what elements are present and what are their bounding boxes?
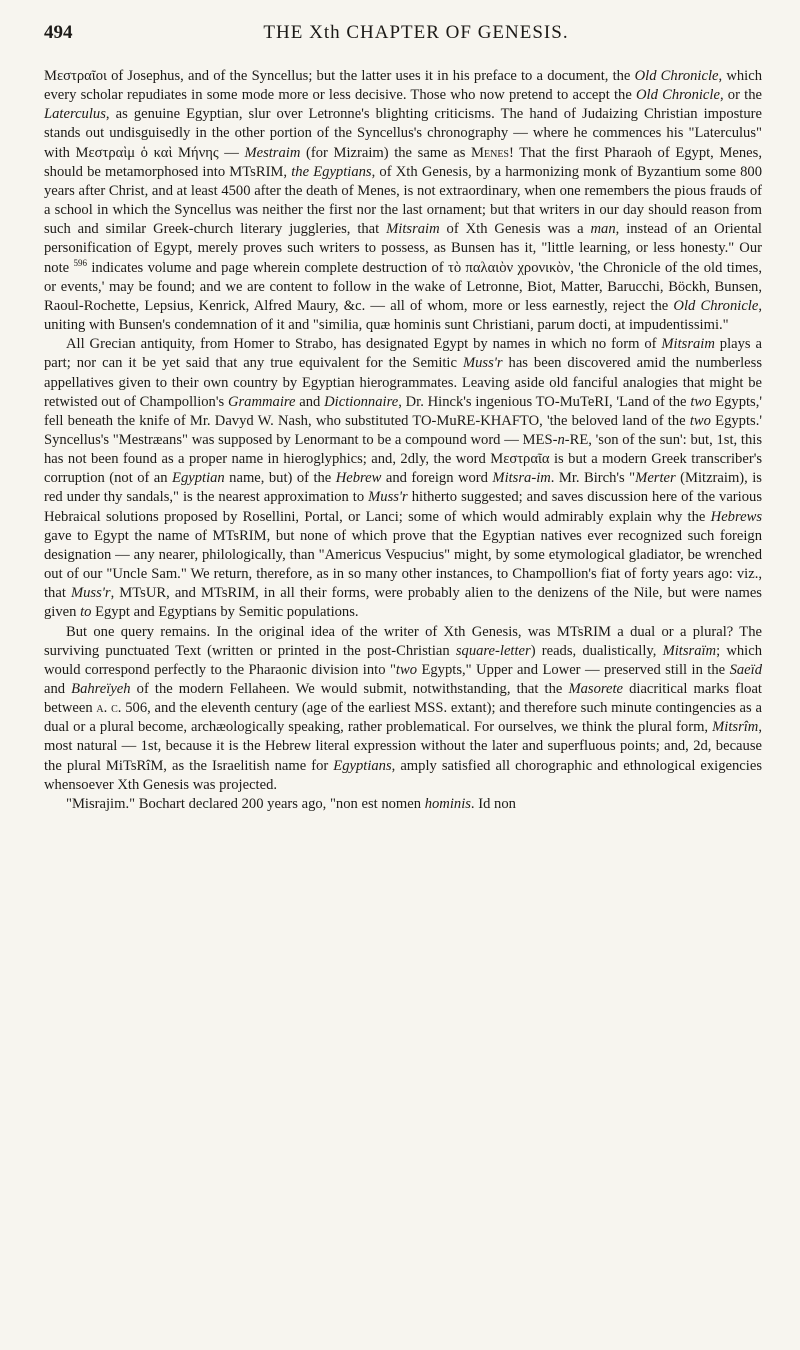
text-run: "Misrajim." Bochart declared 200 years ago, "non est nomen <box>66 795 425 812</box>
text-run: -RE, 'son of the sun': but, 1st, this has not been found as a proper name in hieroglyphics; and, 2dly, the word Μεστραῖα is but a modern Greek transcriber's corruption (not of an <box>44 431 762 487</box>
text-run: has been discovered amid the numberless appellatives given to their own country by Egyptian hierogrammates. Leaving aside old fanciful analogies that might be retwisted out of Champollion's <box>44 355 762 410</box>
small-caps-text: Menes <box>471 144 509 161</box>
text-run: , of Xth Genesis, by a harmonizing monk of Byzantium some 800 years after Christ, and at least 4500 after the death of Menes, is not extraordinary, when one remembers the pious frauds of a school in which the Syncellus was neither the first nor the last ornament; but that writers in our day should reason from such and similar Greek-church literary juggleries, that <box>44 163 762 238</box>
italic-text: Egyptians <box>333 757 392 774</box>
italic-text: Bahreïyeh <box>71 681 131 697</box>
italic-text: square-letter <box>455 642 531 659</box>
italic-text: to <box>80 604 92 621</box>
text-run: indicates volume and page wherein complete destruction of τὸ παλαιὸν χρονικὸν, 'the Chronicle of the old times, or events,' may be found; and we are content to follow in the wake of Letronne, Biot, Matter, Barucchi, Böckh, Bunsen, Raoul-Rochette, Lepsius, Kenrick, Alfred Maury, &c. — all of whom, more or less earnestly, reject the <box>44 259 762 314</box>
text-run: . Mr. Birch's " <box>550 470 636 487</box>
body-text <box>44 67 762 814</box>
running-head: THE Xth CHAPTER OF GENESIS. <box>263 22 569 43</box>
text-run: and <box>295 393 325 410</box>
italic-text: Muss'r <box>70 585 111 602</box>
text-run: Egypt and Egyptians by Semitic populations. <box>91 604 359 621</box>
italic-text: Mitsrîm <box>712 719 759 736</box>
text-run: 506, and the eleventh century (age of the earliest MSS. extant); and therefore such minute contingencies as a dual or a plural become, archæologically speaking, rather problematical. For ourselves, we think the plural form, <box>44 700 762 736</box>
text-run: and <box>44 681 72 697</box>
italic-text: Mestraim <box>244 144 301 161</box>
italic-text: Mitsraim <box>661 336 715 353</box>
italic-text: Grammaire <box>227 393 296 410</box>
italic-text: Mitsraïm <box>662 642 717 659</box>
italic-text: two <box>690 393 712 410</box>
italic-text: two <box>689 412 711 429</box>
footnote-reference: 596 <box>73 257 87 268</box>
text-run: . Id non <box>470 795 516 812</box>
text-run: Egypts," Upper and Lower — preserved still in the <box>417 661 730 678</box>
italic-text: n <box>557 431 565 448</box>
text-run: , instead of an Oriental personification of Egypt, merely proves such writers to possess, as Bunsen has it, "little learning, or less honesty." Our note <box>44 221 762 276</box>
paragraph <box>44 67 762 335</box>
italic-text: Mitsra-im <box>492 470 551 487</box>
text-run: , most natural — 1st, because it is the Hebrew literal expression without the later and superfluous points; and, 2d, because the plural MiTsRîM, as the Israelitish name for <box>44 719 762 774</box>
text-run: , Dr. Hinck's ingenious TO-MuTeRI, 'Land of the <box>398 393 691 410</box>
small-caps-text: a. c. <box>96 700 122 717</box>
text-run: Egypts.' Syncellus's "Mestræans" was supposed by Lenormant to be a compound word — MES- <box>44 412 762 448</box>
italic-text: Dictionnaire <box>324 393 399 410</box>
paragraph <box>44 795 762 814</box>
text-run: of Xth Genesis was a <box>439 221 591 238</box>
text-run: diacritical marks float between <box>44 681 762 717</box>
italic-text: two <box>395 661 418 678</box>
text-run: , MTsUR, and MTsRIM, in all their forms, were probably alien to the denizens of the Nile, but were names given <box>44 585 762 621</box>
text-run: (Mitzraim), is red under thy sandals," is the nearest approximation to <box>44 470 762 506</box>
page-header <box>44 22 762 48</box>
italic-text: Egyptian <box>172 470 225 487</box>
text-run: ! That the first Pharaoh of Egypt, Menes, should be metamorphosed into MTsRIM, <box>44 144 762 180</box>
italic-text: Hebrews <box>710 508 762 525</box>
italic-text: Hebrew <box>335 470 382 487</box>
text-run: of the modern Fellaheen. We would submit, notwithstanding, that the <box>130 681 569 697</box>
text-run: Egypts,' fell beneath the knife of Mr. Davyd W. Nash, who substituted TO-MuRE-KHAFTO, 'the beloved land of the <box>44 393 763 429</box>
text-run: Μεστραῖοι of Josephus, and of the Syncellus; but the latter uses it in his preface to a document, the <box>44 68 635 84</box>
italic-text: man <box>590 221 616 238</box>
italic-text: Old Chronicle <box>673 297 759 314</box>
italic-text: Muss'r <box>462 355 503 372</box>
italic-text: Old Chronicle <box>634 68 719 84</box>
italic-text: Muss'r <box>368 489 408 506</box>
text-run: , amply satisfied all chorographic and ethnological exigencies whensoever Xth Genesis was projected. <box>44 757 762 793</box>
italic-text: Old Chronicle <box>636 87 720 104</box>
text-run: gave to Egypt the name of MTsRIM, but none of which prove that the Egyptian natives ever recognized such foreign designation — any nearer, philologically, than "Americus Vespucius" might, by some etymological gladiator, be wrenched out of our "Uncle Sam." We return, therefore, as in so many other instances, to Champollion's fiat of forty years ago: viz., that <box>44 527 762 602</box>
text-run: ) reads, dualistically, <box>530 642 663 659</box>
text-run: (for Mizraim) the same as <box>300 144 472 161</box>
page-number: 494 <box>44 22 73 43</box>
italic-text: Masorete <box>568 681 624 697</box>
italic-text: Mitsraim <box>386 221 440 238</box>
text-run: , or the <box>719 87 762 104</box>
text-run: , which every scholar repudiates in some mode more or less decisive. Those who now pretend to accept the <box>44 68 762 104</box>
text-run: plays a part; nor can it be yet said that any true equivalent for the Semitic <box>44 336 762 372</box>
text-run: name, but) of the <box>224 470 336 487</box>
text-run: ; which would correspond perfectly to the Pharaonic division into " <box>44 642 762 678</box>
text-run: and foreign word <box>381 470 493 487</box>
text-run: hitherto suggested; and saves discussion here of the various Hebraical solutions proposed by Rosellini, Portal, or Lanci; some of which would admirably explain why the <box>44 489 762 525</box>
italic-text: Merter <box>635 470 676 487</box>
paragraph <box>44 335 762 622</box>
italic-text: Saeïd <box>729 661 763 678</box>
text-run: But one query remains. In the original idea of the writer of Xth Genesis, was MTsRIM a dual or a plural? The surviving punctuated Text (written or printed in the post-Christian <box>44 623 762 659</box>
text-run: , as genuine Egyptian, slur over Letronne's blighting criticisms. The hand of Judaizing Christian imposture stands out undisguisedly in the other portion of the Syncellus's chronography — where he commences his "Laterculus" with Μεστραὶμ ὁ καὶ Μήνης — <box>44 106 762 161</box>
text-run: , uniting with Bunsen's condemnation of it and "similia, quæ hominis sunt Christiani, parum docti, at impudentissimi." <box>44 297 762 334</box>
italic-text: Laterculus <box>44 106 106 123</box>
paragraph <box>44 623 762 795</box>
italic-text: the Egyptians <box>291 163 372 180</box>
italic-text: hominis <box>424 795 471 812</box>
text-run: All Grecian antiquity, from Homer to Strabo, has designated Egypt by names in which no form of <box>66 336 662 353</box>
